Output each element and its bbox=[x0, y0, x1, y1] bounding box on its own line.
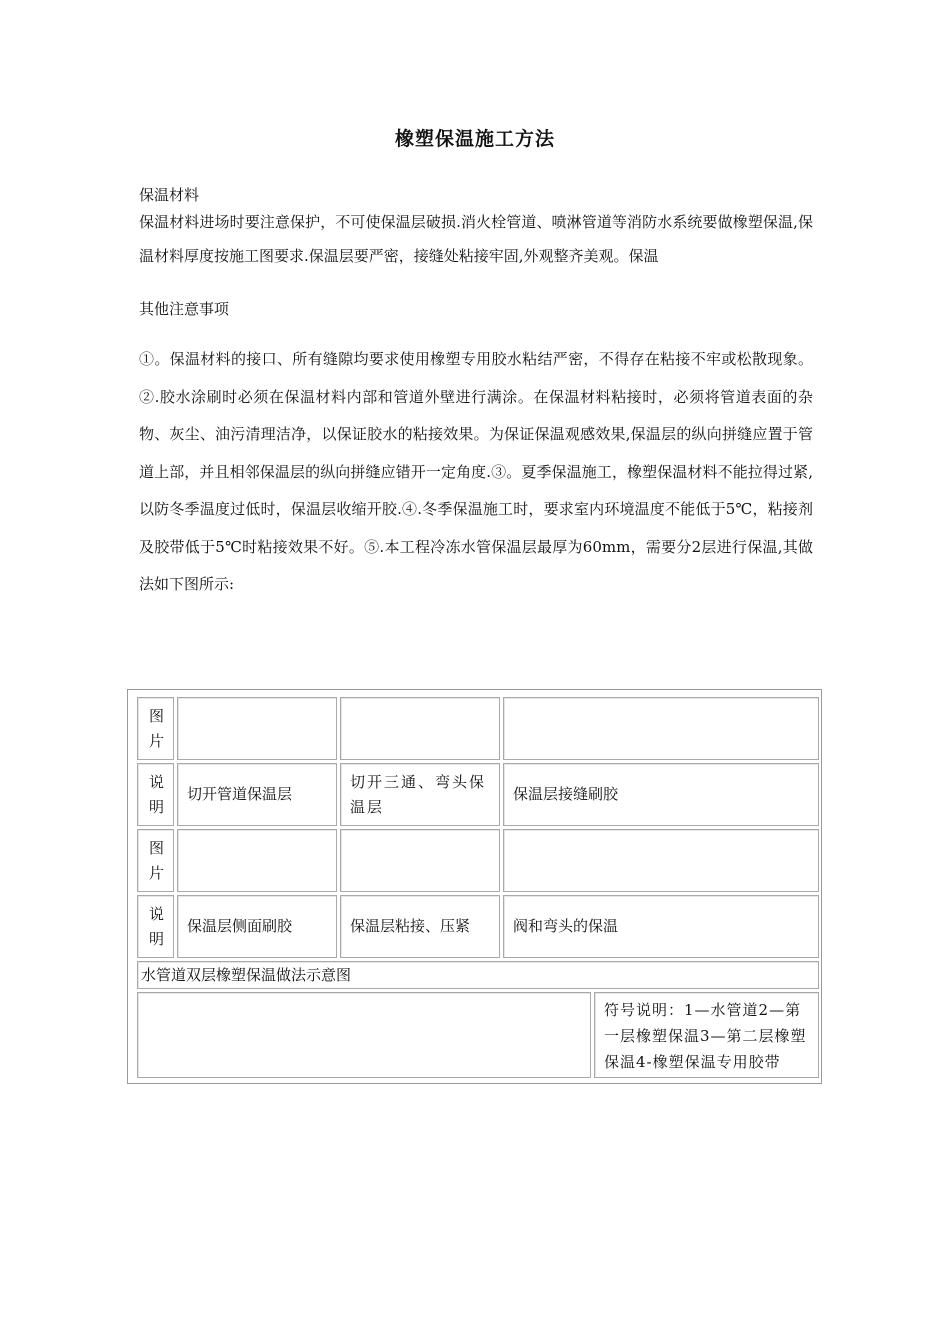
notes-heading: 其他注意事项 bbox=[139, 300, 230, 318]
picture-cell bbox=[340, 697, 500, 760]
notes-paragraph: ①。保温材料的接口、所有缝隙均要求使用橡塑专用胶水粘结严密，不得存在粘接不牢或松散现象。②.胶水涂刷时必须在保温材料内部和管道外壁进行满涂。在保温材料粘接时，必须将管道表面的杂物、灰尘、油污清理洁净，以保证胶水的粘接效果。为保证保温观感效果,保温层的纵向拼缝应置于管道上部，并且相邻保温层的纵向拼缝应错开一定角度.③。夏季保温施工，橡塑保温材料不能拉得过紧,以防冬季温度过低时，保温层收缩开胶.④.冬季保温施工时，要求室内环境温度不能低于5℃，粘接剂及胶带低于5℃时粘接效果不好。⑤.本工程冷冻水管保温层最厚为60mm，需要分2层进行保温,其做法如下图所示: bbox=[139, 350, 813, 593]
section-heading: 保温材料 bbox=[139, 186, 200, 204]
description-cell: 切开管道保温层 bbox=[177, 763, 337, 826]
description-cell: 阀和弯头的保温 bbox=[503, 895, 819, 958]
diagram-caption: 水管道双层橡塑保温做法示意图 bbox=[137, 961, 819, 989]
row4-label: 说明 bbox=[137, 895, 174, 958]
row3-label: 图片 bbox=[137, 829, 174, 892]
diagram-cell bbox=[137, 992, 591, 1078]
picture-cell bbox=[503, 829, 819, 892]
picture-cell bbox=[503, 697, 819, 760]
description-cell: 保温层粘接、压紧 bbox=[340, 895, 500, 958]
legend-cell: 符号说明：1—水管道2—第一层橡塑保温3—第二层橡塑保温4-橡塑保温专用胶带 bbox=[594, 992, 819, 1078]
description-cell: 切开三通、弯头保温层 bbox=[340, 763, 500, 826]
page-title: 橡塑保温施工方法 bbox=[394, 128, 555, 150]
row1-label: 图片 bbox=[137, 697, 174, 760]
picture-cell bbox=[177, 697, 337, 760]
procedure-table bbox=[127, 689, 822, 1084]
description-cell: 保温层接缝刷胶 bbox=[503, 763, 819, 826]
description-cell: 保温层侧面刷胶 bbox=[177, 895, 337, 958]
picture-cell bbox=[340, 829, 500, 892]
row2-label: 说明 bbox=[137, 763, 174, 826]
intro-paragraph: 保温材料进场时要注意保护，不可使保温层破损.消火栓管道、喷淋管道等消防水系统要做橡塑保温,保温材料厚度按施工图要求.保温层要严密，接缝处粘接牢固,外观整齐美观。保温 bbox=[139, 213, 813, 265]
picture-cell bbox=[177, 829, 337, 892]
